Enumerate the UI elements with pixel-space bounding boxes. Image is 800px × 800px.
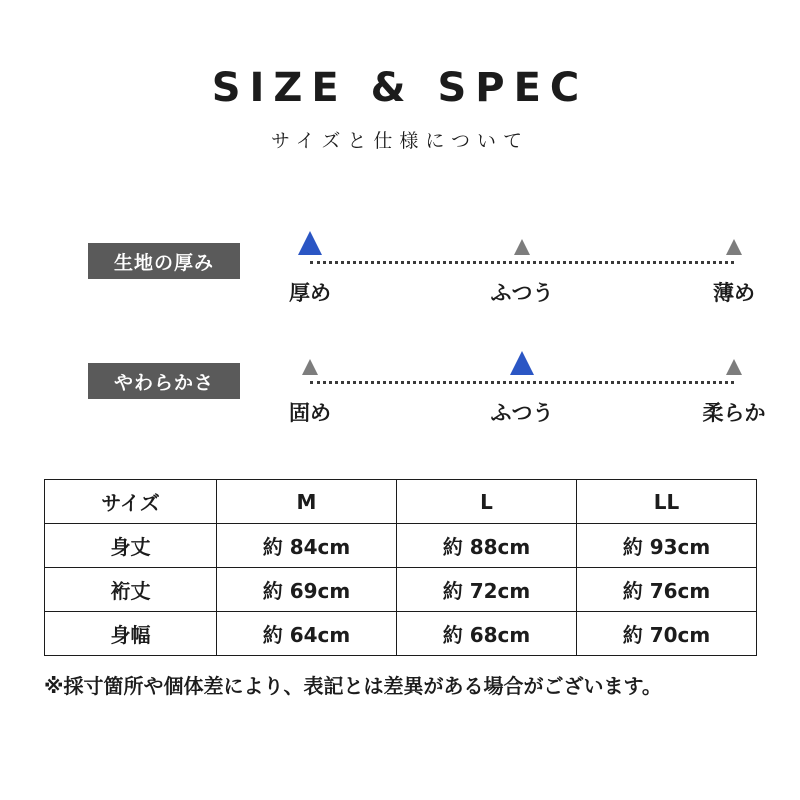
scale-track-softness xyxy=(288,381,756,383)
table-row xyxy=(45,524,757,568)
scale-captions-thickness xyxy=(288,277,756,307)
scale-row-thickness xyxy=(88,215,800,335)
table-header-cell: L xyxy=(397,480,577,524)
table-row-label: 裄丈 xyxy=(45,568,217,612)
table-row xyxy=(45,568,757,612)
page-subtitle: サイズと仕様について xyxy=(270,130,530,152)
scale-dashline xyxy=(310,381,734,384)
table-cell: 約 93cm xyxy=(577,524,757,568)
scale-track-thickness xyxy=(288,261,756,263)
table-cell: 約 76cm xyxy=(577,568,757,612)
scale-label-softness: やわらかさ xyxy=(88,363,240,399)
scale-option-soft: 柔らか xyxy=(702,401,766,425)
table-row xyxy=(45,612,757,656)
measurement-note: ※採寸箇所や個体差により、表記とは差異がある場合がございます。 xyxy=(44,674,662,698)
scale-captions-softness xyxy=(288,397,766,427)
scale-label-thickness: 生地の厚み xyxy=(88,243,240,279)
table-cell: 約 88cm xyxy=(397,524,577,568)
scale-option-normal: ふつう xyxy=(490,401,554,425)
scale-dashline xyxy=(310,261,734,264)
table-cell: 約 84cm xyxy=(217,524,397,568)
table-header-cell: LL xyxy=(577,480,757,524)
scale-option-normal: ふつう xyxy=(490,281,554,305)
page-header xyxy=(0,0,800,153)
table-row-label: 身幅 xyxy=(45,612,217,656)
table-cell: 約 70cm xyxy=(577,612,757,656)
scale-option-firm: 固め xyxy=(289,401,331,425)
table-row-label: 身丈 xyxy=(45,524,217,568)
scale-option-thin: 薄め xyxy=(713,281,755,305)
table-cell: 約 72cm xyxy=(397,568,577,612)
table-cell: 約 69cm xyxy=(217,568,397,612)
scale-option-thick: 厚め xyxy=(289,281,331,305)
table-header-cell: サイズ xyxy=(45,480,217,524)
scale-row-softness xyxy=(88,335,800,455)
size-table-wrapper xyxy=(44,479,756,656)
spec-scales xyxy=(0,215,800,455)
table-cell: 約 64cm xyxy=(217,612,397,656)
table-cell: 約 68cm xyxy=(397,612,577,656)
table-header-row xyxy=(45,480,757,524)
page-title: SIZE & SPEC xyxy=(211,65,589,111)
table-header-cell: M xyxy=(217,480,397,524)
size-table xyxy=(44,479,757,656)
